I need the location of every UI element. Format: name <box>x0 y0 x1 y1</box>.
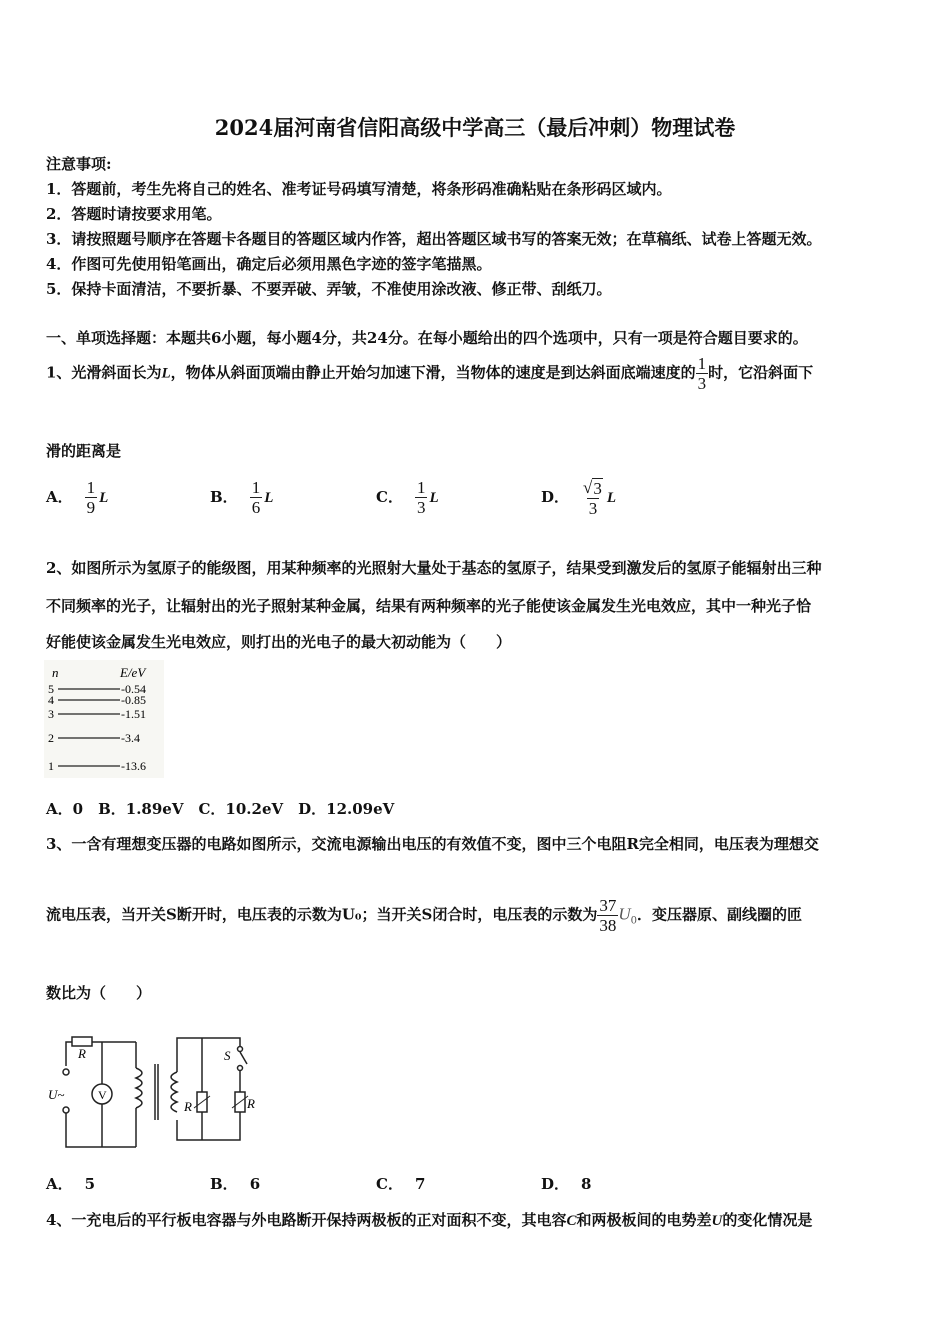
question-2-line: 不同频率的光子，让辐射出的光子照射某种金属，结果有两种频率的光子能使该金属发生光电效应，其中一种光子恰 <box>46 597 812 615</box>
q3-frac-num: 37 <box>599 896 617 915</box>
option-value: 6 <box>249 1175 261 1193</box>
q2-options: A．0 B．1.89eV C．10.2eV D．12.09eV <box>46 800 395 818</box>
q3-text: ．变压器原、副线圈的匝 <box>636 905 802 924</box>
option-num: 1 <box>251 478 261 497</box>
option-den: 3 <box>416 498 426 517</box>
option-den: 6 <box>251 498 261 517</box>
level-n: 2 <box>48 731 54 745</box>
q1-var-L: L <box>161 365 171 382</box>
q4-text: 的变化情况是 <box>722 1211 813 1229</box>
q3-text: 流电压表，当开关S断开时，电压表的示数为U₀；当开关S闭合时，电压表的示数为 <box>46 905 598 924</box>
question-3-line3: 数比为（ ） <box>46 984 152 1002</box>
notice-item: 1．答题前，考生先将自己的姓名、准考证号码填写清楚，将条形码准确粘贴在条形码区域内。 <box>46 180 672 198</box>
label-switch: S <box>224 1048 231 1063</box>
q3-var-sub: 0 <box>630 915 637 927</box>
voltmeter-label: V <box>98 1088 107 1102</box>
q3-fraction <box>597 896 618 935</box>
level-e: -0.54 <box>121 682 146 696</box>
q1-frac-num: 1 <box>697 354 707 373</box>
transformer-circuit-diagram <box>44 1028 254 1152</box>
notice-item: 5．保持卡面清洁，不要折暴、不要弄破、弄皱，不准使用涂改液、修正带、刮纸刀。 <box>46 280 612 298</box>
option-label: A． <box>46 487 73 506</box>
option-label: C． <box>376 487 403 506</box>
level-e: -0.85 <box>121 693 146 707</box>
diagram-n-label: n <box>52 665 59 680</box>
notice-heading: 注意事项: <box>46 155 112 173</box>
q4-var-U: U <box>711 1213 723 1229</box>
notice-item: 3．请按照题号顺序在答题卡各题目的答题区域内作答，超出答题区域书写的答案无效；在草稿纸、试卷上答题无效。 <box>46 230 822 248</box>
option-den: 9 <box>86 498 96 517</box>
level-e: -3.4 <box>121 731 140 745</box>
q3-option-b[interactable] <box>210 1173 260 1194</box>
section-heading: 一、单项选择题：本题共6小题，每小题4分，共24分。在每小题给出的四个选项中，只有一项是符合题目要求的。 <box>46 329 808 347</box>
label-r-top: R <box>78 1046 86 1061</box>
question-1-line1 <box>46 354 813 393</box>
option-var: L <box>264 489 274 506</box>
question-3-line2 <box>46 896 802 935</box>
option-label: A． <box>46 1175 73 1193</box>
question-4-line1 <box>46 1209 812 1230</box>
option-num: 1 <box>416 478 426 497</box>
option-label: D． <box>541 1175 570 1193</box>
energy-level-diagram <box>44 660 164 778</box>
q3-option-c[interactable] <box>376 1173 425 1194</box>
q3-option-a[interactable] <box>46 1173 95 1194</box>
level-n: 1 <box>48 759 54 773</box>
question-2-line: 好能使该金属发生光电效应，则打出的光电子的最大初动能为（ ） <box>46 633 512 651</box>
q3-var-U: U <box>618 904 631 924</box>
sqrt-symbol: √ 3 <box>583 478 602 498</box>
option-label: B． <box>210 487 238 506</box>
question-2-line: 2、如图所示为氢原子的能级图，用某种频率的光照射大量处于基态的氢原子，结果受到激发后的氢原子能辐射出三种 <box>46 559 822 577</box>
option-value: 5 <box>84 1175 96 1193</box>
option-label: B． <box>210 1175 238 1193</box>
diagram-e-label: E/eV <box>120 665 146 680</box>
q1-option-b[interactable] <box>210 478 273 517</box>
q1-option-d[interactable] <box>541 478 616 518</box>
q4-text: 4、一充电后的平行板电容器与外电路断开保持两极板的正对面积不变，其电容 <box>46 1211 567 1229</box>
q3-frac-den: 38 <box>599 916 617 935</box>
level-n: 4 <box>48 693 54 707</box>
question-1-line2: 滑的距离是 <box>46 442 122 460</box>
notice-item: 2．答题时请按要求用笔。 <box>46 205 222 223</box>
option-label: D． <box>541 488 570 506</box>
q1-text: 时，它沿斜面下 <box>708 363 814 382</box>
level-e: -13.6 <box>121 759 146 773</box>
option-var: L <box>99 489 109 506</box>
question-3-line1: 3、一含有理想变压器的电路如图所示，交流电源输出电压的有效值不变，图中三个电阻R完全相同，电压表为理想交 <box>46 835 819 853</box>
q1-option-a[interactable] <box>46 478 108 517</box>
level-n: 5 <box>48 682 54 696</box>
option-num: 1 <box>86 478 96 497</box>
option-var: L <box>606 490 617 506</box>
q1-text: 1、光滑斜面长为 <box>46 363 162 382</box>
option-den: 3 <box>588 499 598 518</box>
option-num: 3 <box>593 479 602 498</box>
q1-frac-den: 3 <box>697 374 707 393</box>
page-title: 2024届河南省信阳高级中学高三（最后冲刺）物理试卷 <box>214 115 736 140</box>
q3-option-d[interactable] <box>541 1173 591 1194</box>
q1-text: ，物体从斜面顶端由静止开始匀加速下滑，当物体的速度是到达斜面底端速度的 <box>170 363 696 382</box>
q4-var-C: C <box>566 1213 577 1229</box>
label-source: U~ <box>48 1087 65 1102</box>
q1-option-c[interactable] <box>376 478 439 517</box>
level-e: -1.51 <box>121 707 146 721</box>
option-var: L <box>429 489 439 506</box>
notice-item: 4．作图可先使用铅笔画出，确定后必须用黑色字迹的签字笔描黑。 <box>46 255 492 273</box>
option-label: C． <box>376 1175 403 1193</box>
q1-fraction <box>696 354 709 393</box>
option-value: 8 <box>581 1175 592 1193</box>
label-r-right: R <box>247 1096 255 1111</box>
label-r-left: R <box>184 1099 192 1114</box>
q4-text: 和两极板间的电势差 <box>576 1211 712 1229</box>
level-n: 3 <box>48 707 54 721</box>
option-value: 7 <box>414 1175 426 1193</box>
